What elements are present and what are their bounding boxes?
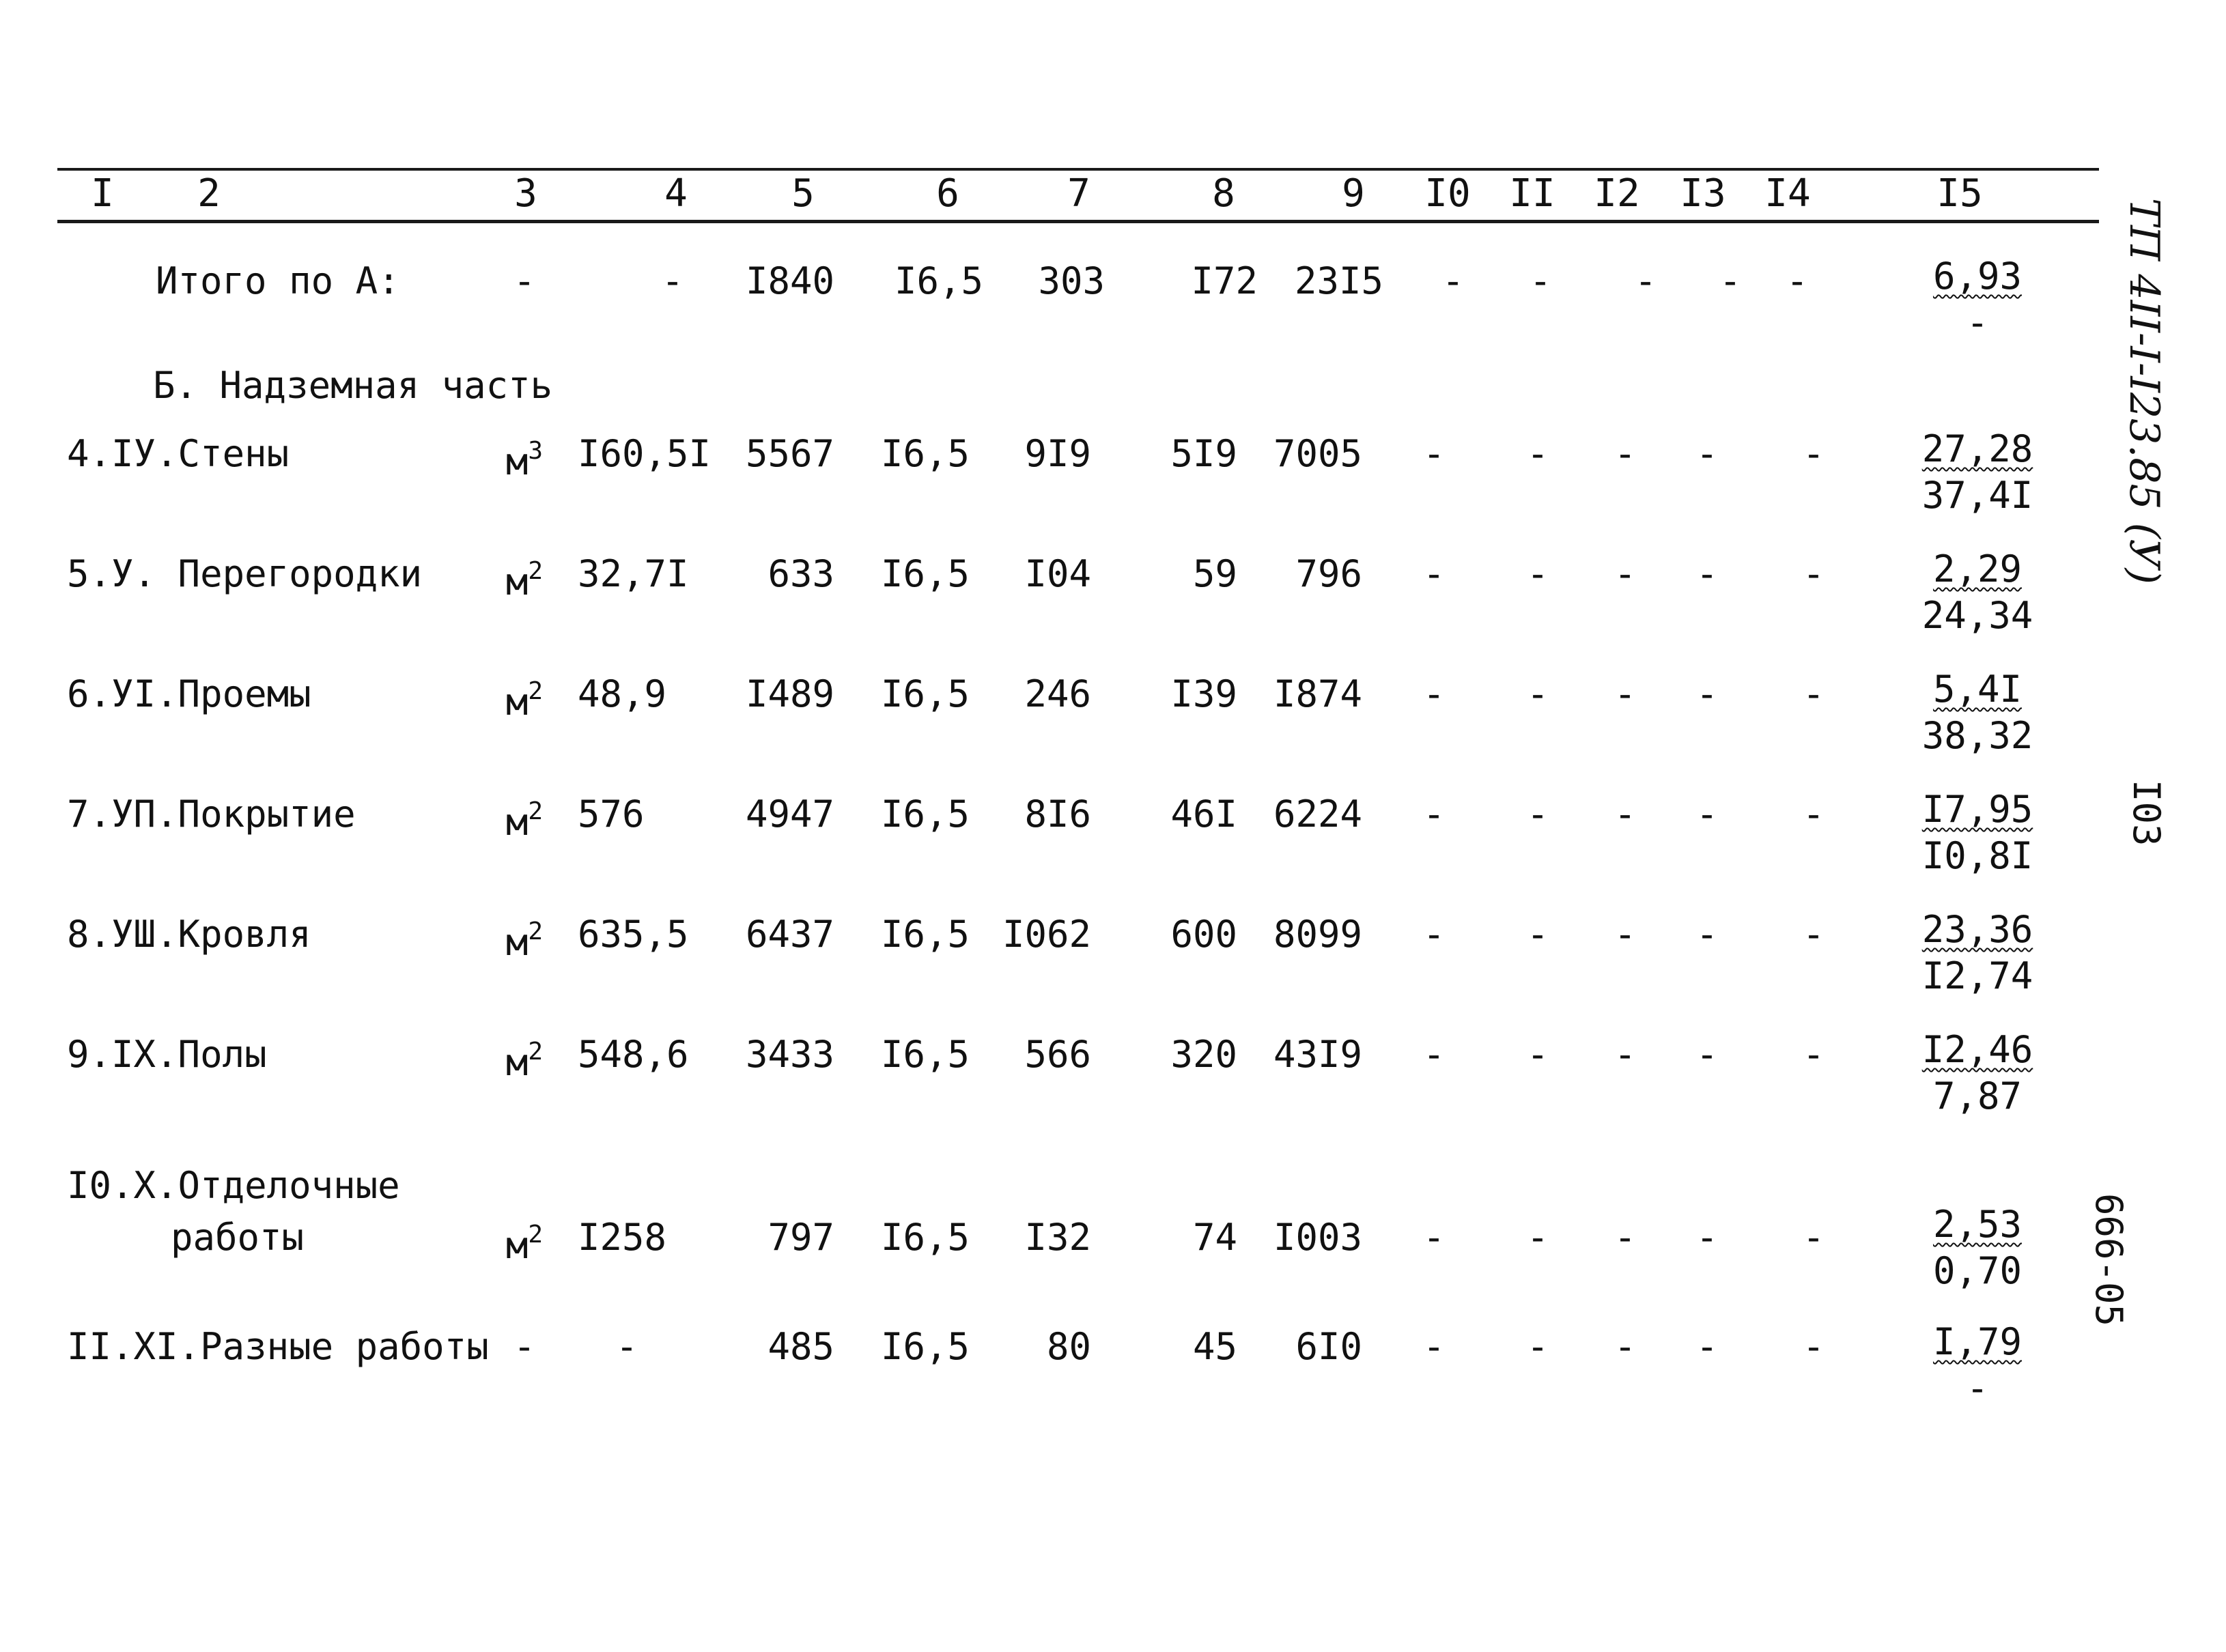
dash-cell: - (1634, 259, 1657, 302)
col5-cell: 3433 (745, 1033, 834, 1076)
col9-cell: 23I5 (1294, 259, 1383, 302)
quantity-cell: 635,5 (578, 913, 689, 956)
sheet-code: 666-05 (2087, 1193, 2130, 1327)
table-row (0, 668, 2226, 757)
col6-cell: I6,5 (894, 259, 983, 302)
row-label: 4.IУ.Стены (67, 432, 290, 475)
col6-cell: I6,5 (880, 1033, 970, 1076)
unit-text: м (505, 801, 529, 844)
dash-cell: - (1526, 672, 1549, 715)
column-header-9: 9 (1342, 171, 1365, 216)
row-label: Итого по А: (156, 259, 400, 302)
column-header-15: I5 (1936, 171, 1983, 216)
dash-cell: - (1802, 672, 1825, 715)
quantity-cell: I60,5I (578, 432, 712, 475)
col8-cell: 74 (1192, 1216, 1237, 1259)
col15-fraction (1922, 426, 2033, 519)
column-header-3: 3 (514, 171, 537, 216)
col15-numerator: 5,4I (1932, 668, 2023, 711)
col6-cell: I6,5 (880, 432, 970, 475)
dash-cell: - (1422, 432, 1446, 475)
col5-cell: 797 (767, 1216, 834, 1259)
unit-exponent: 2 (528, 1038, 544, 1066)
col6-cell: I6,5 (880, 793, 970, 836)
unit-cell (506, 430, 543, 486)
col9-cell: 6224 (1273, 793, 1362, 836)
column-header-13: I3 (1680, 171, 1726, 216)
table-row (0, 788, 2226, 877)
col15-denominator: 24,34 (1921, 594, 2033, 637)
dash-cell: - (1695, 793, 1719, 836)
col15-fraction (1933, 1201, 2022, 1294)
dash-cell: - (1695, 672, 1719, 715)
col6-cell: I6,5 (880, 552, 970, 595)
quantity-cell: - (661, 259, 684, 302)
column-header-2: 2 (197, 171, 221, 216)
dash-cell: - (1614, 913, 1637, 956)
dash-cell: - (1786, 259, 1809, 302)
dash-cell: - (1802, 1033, 1825, 1076)
col15-denominator: 38,32 (1921, 714, 2033, 757)
unit-cell (506, 670, 543, 726)
col15-denominator: I0,8I (1921, 834, 2033, 877)
col5-cell: I840 (745, 259, 834, 302)
unit-exponent: 2 (528, 557, 544, 585)
unit-text: м (505, 1224, 529, 1267)
col15-numerator: 2,29 (1932, 547, 2023, 590)
dash-cell: - (1422, 913, 1446, 956)
unit-cell (506, 911, 543, 967)
column-header-7: 7 (1067, 171, 1090, 216)
dash-cell: - (1441, 259, 1465, 302)
dash-cell: - (1614, 552, 1637, 595)
col15-numerator: I,79 (1932, 1320, 2023, 1363)
column-header-6: 6 (936, 171, 959, 216)
unit-exponent: 2 (528, 797, 544, 825)
col8-cell: I39 (1170, 672, 1237, 715)
unit-text: м (505, 560, 529, 603)
col8-cell: 5I9 (1170, 432, 1237, 475)
dash-cell: - (1802, 552, 1825, 595)
col8-cell: 46I (1170, 793, 1237, 836)
col15-fraction (1922, 546, 2033, 639)
dash-cell: - (1802, 1216, 1825, 1259)
table-row (0, 547, 2226, 637)
dash-cell: - (1422, 793, 1446, 836)
col15-fraction (1933, 1319, 2022, 1412)
dash-cell: - (1695, 1325, 1719, 1368)
dash-cell: - (1695, 1216, 1719, 1259)
col6-cell: I6,5 (880, 1325, 970, 1368)
unit-cell (506, 1031, 543, 1087)
col8-cell: 59 (1192, 552, 1237, 595)
unit-cell (506, 550, 543, 606)
column-header-1: I (91, 171, 114, 216)
dash-cell: - (1802, 913, 1825, 956)
col15-fraction (1922, 907, 2033, 999)
col15-numerator: I7,95 (1921, 788, 2033, 831)
dash-cell: - (1695, 552, 1719, 595)
dash-cell: - (1526, 1033, 1549, 1076)
dash-cell: - (1695, 913, 1719, 956)
dash-cell: - (1526, 432, 1549, 475)
col6-cell: I6,5 (880, 1216, 970, 1259)
dash-cell: - (1529, 259, 1552, 302)
dash-cell: - (1422, 1325, 1446, 1368)
quantity-cell: 48,9 (578, 672, 667, 715)
page-number: I03 (2125, 780, 2168, 846)
row-label: 5.У. Перегородки (67, 552, 423, 595)
col8-cell: 320 (1170, 1033, 1237, 1076)
row-label-continued: работы (171, 1216, 305, 1259)
unit-text: м (505, 440, 529, 483)
col7-cell: I32 (1024, 1216, 1091, 1259)
table-row (0, 427, 2226, 517)
col15-numerator: I2,46 (1921, 1028, 2033, 1071)
dash-cell: - (1614, 672, 1637, 715)
dash-cell: - (1422, 552, 1446, 595)
column-header-5: 5 (791, 171, 815, 216)
unit-exponent: 2 (528, 1221, 544, 1249)
row-label: 7.УП.Покрытие (67, 793, 356, 836)
unit-cell: - (513, 259, 536, 302)
section-title: Б. Надземная часть (153, 364, 553, 407)
dash-cell: - (1719, 259, 1742, 302)
col7-cell: 9I9 (1024, 432, 1091, 475)
col15-numerator: 27,28 (1921, 427, 2033, 470)
top-rule (57, 168, 2099, 171)
row-label: 8.УШ.Кровля (67, 913, 311, 956)
col9-cell: I003 (1273, 1216, 1362, 1259)
col15-numerator: 23,36 (1921, 908, 2033, 951)
col9-cell: 6I0 (1295, 1325, 1362, 1368)
total-row (0, 255, 2226, 344)
row-label: II.XI.Разные работы (67, 1325, 489, 1368)
dash-cell: - (1526, 552, 1549, 595)
col5-cell: 633 (767, 552, 834, 595)
row-label: 6.УI.Проемы (67, 672, 311, 715)
quantity-cell: 32,7I (578, 552, 689, 595)
col9-cell: I874 (1273, 672, 1362, 715)
table-row (0, 1320, 2226, 1410)
dash-cell: - (1614, 1325, 1637, 1368)
document-code: ТП 4II-I-I23.85 (У) (2120, 198, 2168, 584)
unit-text: м (505, 1041, 529, 1084)
unit-cell (506, 791, 543, 846)
col7-cell: 8I6 (1024, 793, 1091, 836)
dash-cell: - (1526, 1216, 1549, 1259)
dash-cell: - (1526, 913, 1549, 956)
dash-cell: - (1802, 432, 1825, 475)
col5-cell: 6437 (745, 913, 834, 956)
unit-cell (506, 1214, 543, 1270)
col15-denominator: 0,70 (1932, 1249, 2023, 1292)
unit-cell (513, 1323, 536, 1371)
unit-exponent: 2 (528, 677, 544, 705)
col7-cell: I04 (1024, 552, 1091, 595)
row-label: I0.X.Отделочные (67, 1164, 400, 1207)
col8-cell: 45 (1192, 1325, 1237, 1368)
dash-cell: - (1526, 793, 1549, 836)
col15-fraction (1922, 786, 2033, 879)
col15-numerator: 2,53 (1932, 1203, 2023, 1246)
quantity-cell: 576 (578, 793, 645, 836)
col9-cell: 43I9 (1273, 1033, 1362, 1076)
col5-cell: 4947 (745, 793, 834, 836)
dash-cell: - (1422, 672, 1446, 715)
dash-cell: - (1614, 432, 1637, 475)
col9-cell: 796 (1295, 552, 1362, 595)
unit-text: - (513, 1325, 536, 1368)
column-header-4: 4 (664, 171, 688, 216)
col15-denominator: - (1966, 1367, 1989, 1410)
col15-fraction (1922, 666, 2033, 759)
dash-cell: - (1695, 432, 1719, 475)
col9-cell: 7005 (1273, 432, 1362, 475)
col15-denominator: I2,74 (1921, 954, 2033, 997)
col7-cell: 303 (1038, 259, 1105, 302)
dash-cell: - (1802, 1325, 1825, 1368)
dash-cell: - (1802, 793, 1825, 836)
col8-cell: 600 (1170, 913, 1237, 956)
col9-cell: 8099 (1273, 913, 1362, 956)
dash-cell: - (1614, 1033, 1637, 1076)
dash-cell: - (1422, 1033, 1446, 1076)
table-row (0, 908, 2226, 997)
unit-text: м (505, 921, 529, 964)
table-row (0, 1028, 2226, 1117)
col5-cell: I489 (745, 672, 834, 715)
unit-exponent: 2 (528, 917, 544, 945)
col6-cell: I6,5 (880, 913, 970, 956)
quantity-cell: I258 (578, 1216, 667, 1259)
col15-denominator: - (1966, 301, 1989, 344)
dash-cell: - (1422, 1216, 1446, 1259)
col5-cell: 485 (767, 1325, 834, 1368)
dash-cell: - (1526, 1325, 1549, 1368)
column-header-11: II (1509, 171, 1555, 216)
col7-cell: 566 (1024, 1033, 1091, 1076)
dash-cell: - (1695, 1033, 1719, 1076)
col6-cell: I6,5 (880, 672, 970, 715)
column-header-14: I4 (1764, 171, 1811, 216)
col7-cell: 246 (1024, 672, 1091, 715)
unit-exponent: 3 (528, 437, 544, 465)
quantity-cell: 548,6 (578, 1033, 689, 1076)
quantity-cell: - (615, 1325, 638, 1368)
col15-numerator: 6,93 (1932, 255, 2023, 298)
col5-cell: 5567 (745, 432, 834, 475)
col15-fraction (1922, 1027, 2033, 1120)
header-rule (57, 220, 2099, 223)
col7-cell: I062 (1002, 913, 1091, 956)
col8-cell: I72 (1191, 259, 1258, 302)
column-header-10: I0 (1424, 171, 1471, 216)
row-label: 9.IX.Полы (67, 1033, 267, 1076)
col15-denominator: 37,4I (1921, 474, 2033, 517)
column-header-8: 8 (1212, 171, 1235, 216)
dash-cell: - (1614, 1216, 1637, 1259)
col15-denominator: 7,87 (1932, 1074, 2023, 1117)
unit-text: м (505, 681, 529, 724)
col15-fraction (1933, 253, 2022, 346)
dash-cell: - (1614, 793, 1637, 836)
column-header-12: I2 (1594, 171, 1640, 216)
col7-cell: 80 (1046, 1325, 1091, 1368)
